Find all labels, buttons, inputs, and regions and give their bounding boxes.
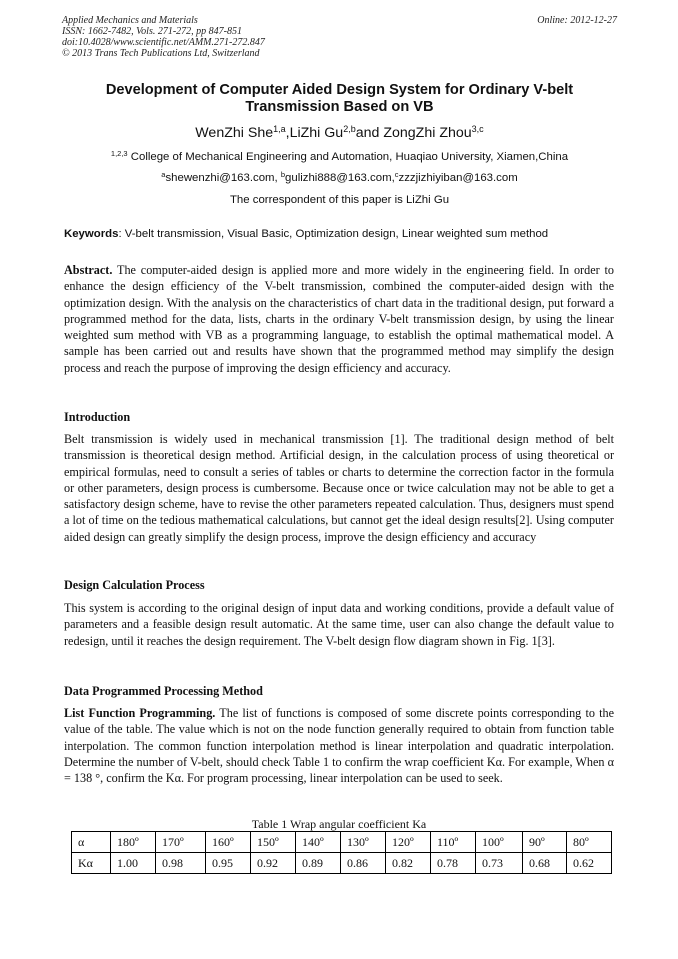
- online-date: Online: 2012-12-27: [537, 15, 617, 26]
- table-cell: 1.00: [111, 853, 156, 874]
- table-cell: 0.92: [251, 853, 296, 874]
- introduction-text: Belt transmission is widely used in mechanical transmission [1]. The traditional design method of belt transmission is theoretical design method. Artificial design, in the calculation process of using theoretical or empirical formulas, need to consult a series of tables or charts to determine the correction factor in the formula or other parameters, design process is cumbersome. Because once or twice calculation may not be able to get a satisfactory design scheme, have to revise the other parameters repeated calculation. Thus, designers must spend a lot of time on the tedious mathematical calculations, but cannot get the ideal design results[2]. Using computer aided design can greatly simplify the design process, improve the design efficiency and accuracy: [64, 432, 614, 544]
- table-cell: 0.73: [476, 853, 523, 874]
- table-cell: 0.95: [206, 853, 251, 874]
- table-cell: α: [72, 832, 111, 853]
- email-a-sup: a: [161, 170, 166, 179]
- keywords: [64, 227, 617, 241]
- email-a: shewenzhi@163.com,: [165, 172, 281, 184]
- copyright-line: © 2013 Trans Tech Publications Ltd, Switzerland: [62, 48, 260, 59]
- design-calculation-text: This system is according to the original design of input data and working conditions, provide a default value of parameters and a feasible design result automatic. At the same time, user can also change the default value to redesign, until it reaches the design requirement. The V-belt design flow diagram shown in Fig. 1[3].: [64, 601, 614, 648]
- table-cell: 140º: [296, 832, 341, 853]
- author-list: [62, 125, 617, 142]
- list-function-text: The list of functions is composed of some discrete points corresponding to the value of the table. The value which is not on the node function generally required to obtain from function table interpolation. The common function interpolation method is linear interpolation and quadratic interpolation. Determine the number of V-belt, should check Table 1 to confirm the wrap coefficient Kα. For example, When α = 138 °, confirm the Kα. For program processing, linear interpolation can be used to seek.: [64, 706, 614, 785]
- author-3-sup: 3,c: [471, 124, 484, 134]
- table-cell: 150º: [251, 832, 296, 853]
- table-cell: 0.82: [386, 853, 431, 874]
- table-cell: 160º: [206, 832, 251, 853]
- doi-line: doi:10.4028/www.scientific.net/AMM.271-272.847: [62, 37, 265, 48]
- author-2: LiZhi Gu: [289, 125, 344, 141]
- author-separator: ,: [285, 125, 290, 141]
- table-cell: 180º: [111, 832, 156, 853]
- table-cell: 0.68: [523, 853, 567, 874]
- table-cell: 0.78: [431, 853, 476, 874]
- table-cell: Kα: [72, 853, 111, 874]
- abstract: [64, 262, 614, 376]
- table-cell: 130º: [341, 832, 386, 853]
- data-processing-heading: Data Programmed Processing Method: [64, 684, 263, 698]
- table-cell: 110º: [431, 832, 476, 853]
- list-function-paragraph: [64, 705, 614, 786]
- email-c-sup: c: [394, 170, 399, 179]
- table-cell: 0.86: [341, 853, 386, 874]
- affiliation-text: College of Mechanical Engineering and Automation, Huaqiao University, Xiamen,China: [127, 151, 569, 163]
- correspondent-note: The correspondent of this paper is LiZhi Gu: [229, 194, 450, 206]
- email-b: gulizhi888@163.com,: [285, 172, 395, 184]
- abstract-label: Abstract.: [64, 263, 113, 277]
- email-c: zzzjizhiyiban@163.com: [398, 172, 518, 184]
- paper-title: Development of Computer Aided Design System for Ordinary V-belt Transmission Based on VB: [105, 82, 574, 115]
- author-and: and: [355, 125, 384, 141]
- table-row-alpha: [72, 832, 612, 853]
- table-cell: 100º: [476, 832, 523, 853]
- table-row-kalpha: [72, 853, 612, 874]
- author-1: WenZhi She: [195, 125, 274, 141]
- table-1: [71, 831, 612, 874]
- affiliation-sup: 1,2,3: [110, 149, 128, 158]
- table-cell: 120º: [386, 832, 431, 853]
- author-1-sup: 1,a: [273, 124, 286, 134]
- issn-line: ISSN: 1662-7482, Vols. 271-272, pp 847-851: [62, 26, 242, 37]
- keywords-label: Keywords: [64, 228, 119, 240]
- author-2-sup: 2,b: [343, 124, 356, 134]
- table-cell: 90º: [523, 832, 567, 853]
- table-cell: 0.62: [567, 853, 612, 874]
- table-cell: 0.89: [296, 853, 341, 874]
- abstract-text: The computer-aided design is applied more and more widely in the engineering field. In order to enhance the design efficiency of the V-belt transmission, combined the computer-aided design with the optimization design. With the analysis on the characteristics of chart data in the traditional design, put forward a programmed method for the data, lists, charts in the ordinary V-belt transmission design, by using the linear weighted sum method with VB as a programming language, to establish the optimal mathematical model. A sample has been carried out and results have shown that the programmed method may simplify the design process and reach the purpose of improving the design efficiency and accuracy.: [64, 263, 614, 375]
- author-emails: [62, 171, 617, 185]
- list-function-label: List Function Programming.: [64, 706, 216, 720]
- author-3: ZongZhi Zhou: [383, 125, 472, 141]
- introduction-heading: Introduction: [64, 410, 131, 424]
- affiliation: [62, 150, 617, 164]
- journal-name: Applied Mechanics and Materials: [62, 15, 198, 26]
- journal-header: [62, 15, 617, 59]
- design-calculation-heading: Design Calculation Process: [64, 578, 205, 592]
- table-cell: 170º: [156, 832, 206, 853]
- email-b-sup: b: [280, 170, 286, 179]
- keywords-text: : V-belt transmission, Visual Basic, Optimization design, Linear weighted sum method: [118, 228, 549, 240]
- table-1-caption: Table 1 Wrap angular coefficient Ka: [251, 817, 427, 831]
- table-cell: 0.98: [156, 853, 206, 874]
- table-cell: 80º: [567, 832, 612, 853]
